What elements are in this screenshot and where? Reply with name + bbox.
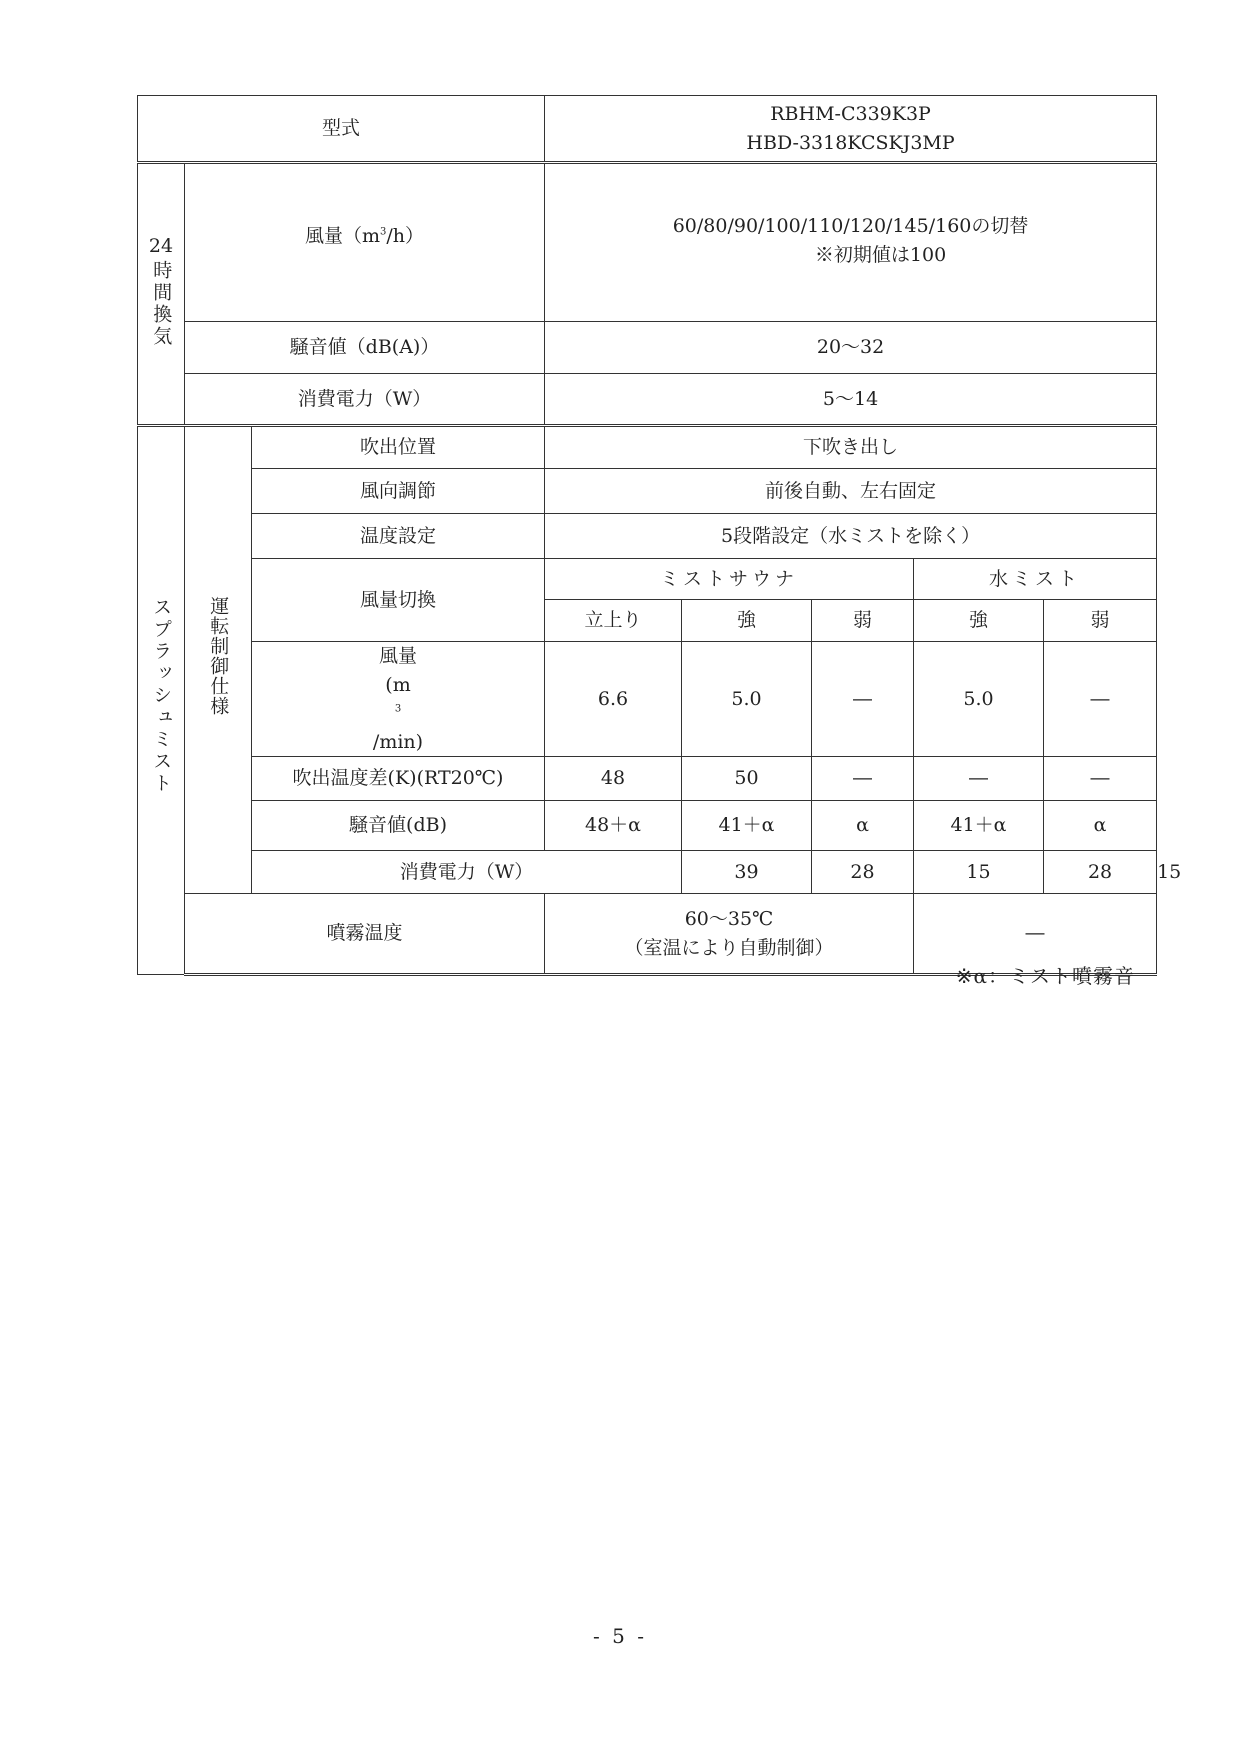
value-cell: ― [1044,642,1157,757]
value-cell: 5.0 [914,642,1044,757]
model-row [138,96,1157,163]
mist-spraytemp-value [545,894,914,975]
mist-temp-row [138,514,1157,559]
mist-mode-sauna: ミストサウナ [545,559,914,600]
page-number: - 5 - [593,1624,647,1648]
vent-power-label: 消費電力（W） [185,374,545,426]
model-label: 型式 [138,96,545,163]
vent-airflow-label: 風量$(m^3/h)$ [185,163,545,322]
model-value [545,96,1157,163]
level-cell: 立上り [545,600,682,642]
mist-direction-value: 前後自動、左右固定 [545,469,1157,514]
value-cell: α [1044,801,1157,851]
mist-mode-water: 水ミスト [914,559,1157,600]
mist-noise-row [138,801,1157,851]
mist-spraytemp-value-2: （室温により自動制御） [624,936,834,959]
value-cell: 39 [682,851,812,894]
mist-airflow-label: 風量 (m $^3$ /min) [252,642,545,757]
value-cell: 50 [682,757,812,801]
level-cell: 強 [682,600,812,642]
level-cell: 強 [914,600,1044,642]
vent-group-number: 24 [148,234,174,257]
vent-power-row [138,374,1157,426]
mist-tempdiff-row [138,757,1157,801]
level-cell: 弱 [812,600,914,642]
mist-spraytemp-value-1: 60～35℃ [684,908,774,930]
mist-airflow-row [138,642,1157,757]
footnote: ※α：ミスト噴霧音 [955,964,1135,988]
value-cell: ― [1044,757,1157,801]
mist-temp-value: 5段階設定（水ミストを除く） [545,514,1157,559]
mist-direction-row [138,469,1157,514]
mist-group-label: スプラッシュミスト [138,426,185,975]
vent-airflow-value-1: 60/80/90/100/110/120/145/160の切替 [672,215,1029,237]
vent-group-text: 時間換気 [150,260,173,348]
vent-noise-row [138,322,1157,374]
mist-switch-label: 風量切換 [252,559,545,642]
model-line-2: HBD-3318KCSKJ3MP [746,131,955,154]
mist-spraytemp-water: ― [914,894,1157,975]
value-cell: 48＋α [545,801,682,851]
mist-subgroup-label: 運転制御仕様 [185,426,252,894]
mist-mode-row [138,559,1157,600]
vent-noise-label: 騒音値（dB(A)） [185,322,545,374]
value-cell: 15 [914,851,1044,894]
mist-tempdiff-label: 吹出温度差(K)(RT20℃) [252,757,545,801]
value-cell: α [812,801,914,851]
vent-power-value: 5～14 [545,374,1157,426]
vent-group-label [138,163,185,426]
value-cell: 48 [545,757,682,801]
mist-noise-label: 騒音値(dB) [252,801,545,851]
mist-power-row: 消費電力（W） 39 28 15 28 15 [138,851,1157,894]
value-cell: 6.6 [545,642,682,757]
value-cell: 41＋α [682,801,812,851]
mist-outlet-row [138,426,1157,469]
value-cell: 41＋α [914,801,1044,851]
mist-direction-label: 風向調節 [252,469,545,514]
value-cell: 28 [1044,851,1157,894]
value-cell: 5.0 [682,642,812,757]
vent-noise-value: 20～32 [545,322,1157,374]
spec-table [137,95,1182,976]
mist-outlet-label: 吹出位置 [252,426,545,469]
model-line-1: RBHM-C339K3P [770,103,931,125]
mist-spraytemp-label: 噴霧温度 [185,894,545,975]
mist-outlet-value: 下吹き出し [545,426,1157,469]
value-cell: ― [812,642,914,757]
vent-airflow-row [138,163,1157,322]
value-cell: 28 [812,851,914,894]
level-cell: 弱 [1044,600,1157,642]
vent-airflow-value-2: ※初期値は100 [814,243,947,266]
value-cell: ― [914,757,1044,801]
mist-temp-label: 温度設定 [252,514,545,559]
value-cell: ― [812,757,914,801]
vent-airflow-value [545,163,1157,322]
mist-power-label: 消費電力（W） [252,851,682,894]
